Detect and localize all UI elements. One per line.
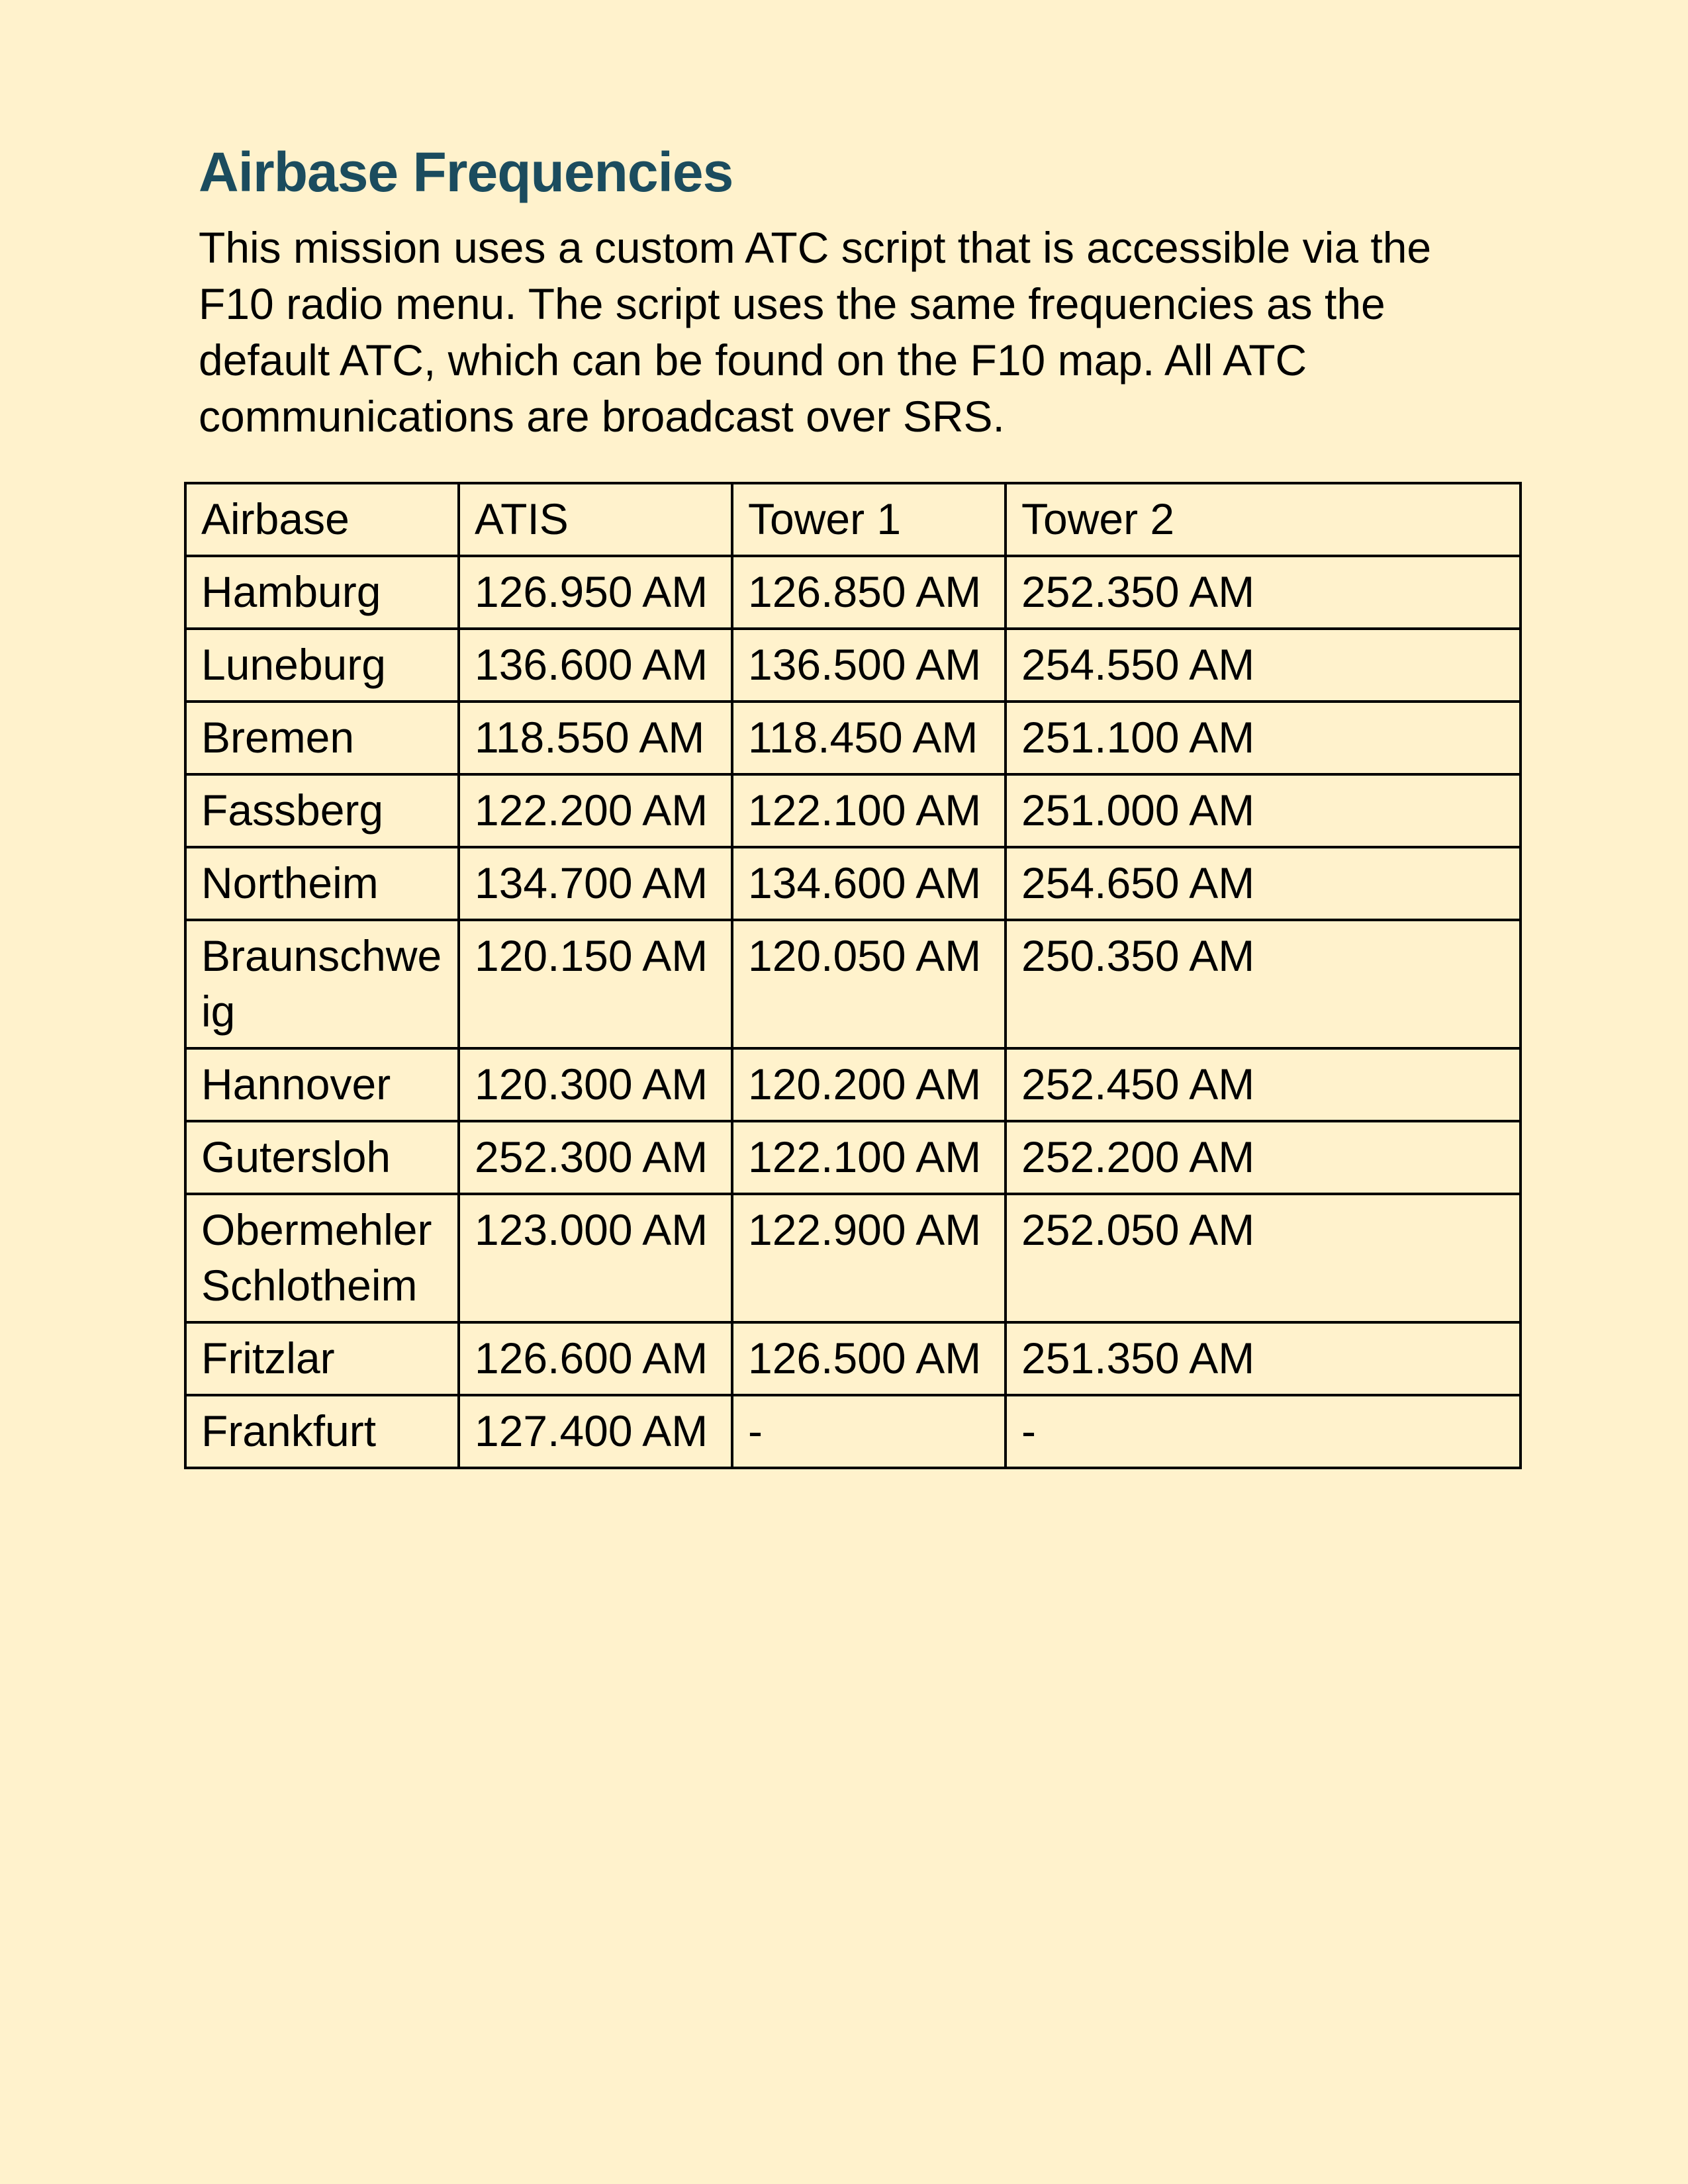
header-cell-airbase: Airbase	[185, 483, 459, 556]
cell-atis: 122.200 AM	[459, 774, 732, 847]
cell-tower-2: 252.350 AM	[1006, 556, 1521, 629]
cell-tower-2: 250.350 AM	[1006, 920, 1521, 1048]
header-cell-tower-1: Tower 1	[732, 483, 1006, 556]
table-header-row	[185, 483, 1521, 556]
intro-paragraph: This mission uses a custom ATC script that is accessible via the F10 radio menu. The script uses the same frequencies as the default ATC, which can be found on the F10 map. All ATC communications are broadcast over SRS.	[199, 223, 1432, 441]
cell-atis: 252.300 AM	[459, 1121, 732, 1194]
cell-tower-2: 254.550 AM	[1006, 629, 1521, 702]
cell-atis: 126.600 AM	[459, 1322, 732, 1395]
cell-airbase: Fassberg	[185, 774, 459, 847]
cell-tower-2: 252.200 AM	[1006, 1121, 1521, 1194]
cell-airbase: Braunschweig	[185, 920, 459, 1048]
table-row	[185, 920, 1521, 1048]
cell-tower-1: 126.500 AM	[732, 1322, 1006, 1395]
table-row	[185, 556, 1521, 629]
cell-tower-2: 251.000 AM	[1006, 774, 1521, 847]
cell-tower-1: 126.850 AM	[732, 556, 1006, 629]
cell-tower-2: -	[1006, 1395, 1521, 1468]
header-cell-tower-2: Tower 2	[1006, 483, 1521, 556]
cell-tower-2: 252.050 AM	[1006, 1194, 1521, 1322]
header-cell-atis: ATIS	[459, 483, 732, 556]
cell-tower-2: 252.450 AM	[1006, 1048, 1521, 1121]
cell-tower-1: 120.050 AM	[732, 920, 1006, 1048]
cell-atis: 136.600 AM	[459, 629, 732, 702]
cell-airbase: Luneburg	[185, 629, 459, 702]
cell-atis: 118.550 AM	[459, 702, 732, 774]
table-row	[185, 1322, 1521, 1395]
cell-tower-1: 136.500 AM	[732, 629, 1006, 702]
cell-tower-2: 254.650 AM	[1006, 847, 1521, 920]
table-row	[185, 629, 1521, 702]
cell-airbase: Frankfurt	[185, 1395, 459, 1468]
cell-airbase: Bremen	[185, 702, 459, 774]
cell-airbase: Hamburg	[185, 556, 459, 629]
table-row	[185, 847, 1521, 920]
table-row	[185, 1194, 1521, 1322]
frequency-table	[184, 482, 1522, 1469]
cell-tower-1: 134.600 AM	[732, 847, 1006, 920]
table-row	[185, 1048, 1521, 1121]
cell-atis: 126.950 AM	[459, 556, 732, 629]
cell-atis: 120.300 AM	[459, 1048, 732, 1121]
cell-airbase: Northeim	[185, 847, 459, 920]
cell-atis: 120.150 AM	[459, 920, 732, 1048]
page-title: Airbase Frequencies	[199, 141, 733, 203]
table-row	[185, 1121, 1521, 1194]
cell-tower-1: 120.200 AM	[732, 1048, 1006, 1121]
cell-tower-1: 118.450 AM	[732, 702, 1006, 774]
cell-airbase: Fritzlar	[185, 1322, 459, 1395]
cell-airbase: Hannover	[185, 1048, 459, 1121]
table-row	[185, 702, 1521, 774]
table-row	[185, 774, 1521, 847]
cell-tower-2: 251.350 AM	[1006, 1322, 1521, 1395]
cell-tower-1: 122.100 AM	[732, 774, 1006, 847]
cell-tower-1: -	[732, 1395, 1006, 1468]
cell-atis: 123.000 AM	[459, 1194, 732, 1322]
cell-atis: 134.700 AM	[459, 847, 732, 920]
document-page	[199, 132, 1516, 445]
cell-airbase: Gutersloh	[185, 1121, 459, 1194]
cell-atis: 127.400 AM	[459, 1395, 732, 1468]
cell-tower-1: 122.100 AM	[732, 1121, 1006, 1194]
table-row	[185, 1395, 1521, 1468]
cell-tower-2: 251.100 AM	[1006, 702, 1521, 774]
cell-tower-1: 122.900 AM	[732, 1194, 1006, 1322]
cell-airbase: Obermehler Schlotheim	[185, 1194, 459, 1322]
